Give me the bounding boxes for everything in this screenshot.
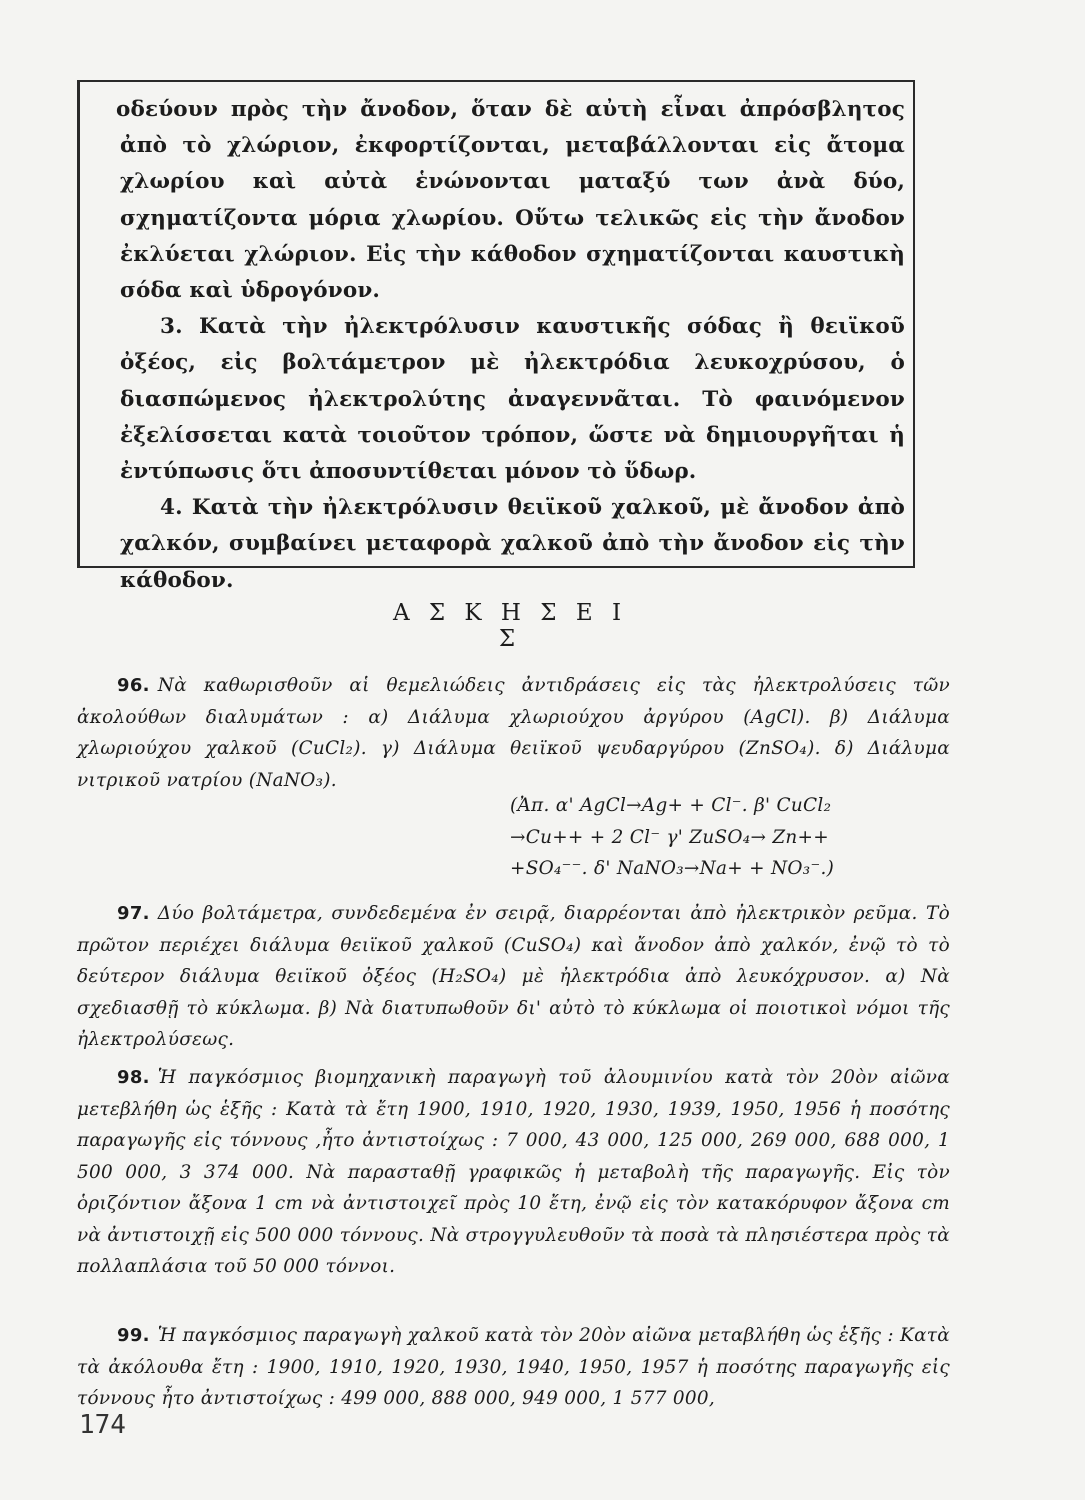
exercises-heading: Α Σ Κ Η Σ Ε Ι Σ [392,600,628,652]
exercise-98 [77,1062,950,1283]
exercise-text: Δύο βολτάμετρα, συνδεδεμένα ἐν σειρᾷ, διαρρέονται ἀπὸ ἠλεκτρικὸν ρεῦμα. Τὸ πρῶτον περιέχει διάλυμα θειϊκοῦ χαλκοῦ (CuSO₄) καὶ ἄνοδον ἀπὸ χαλκόν, ἐνῷ τὸ τὸ δεύτερον διάλυμα θειϊκοῦ ὀξέος (H₂SO₄) μὲ ἠλεκτρόδια ἀπὸ λευκόχρυσον. α) Νὰ σχεδιασθῇ τὸ κύκλωμα. β) Νὰ διατυπωθοῦν δι' αὐτὸ τὸ κύκλωμα οἱ ποιοτικοὶ νόμοι τῆς ἠλεκτρολύσεως. [77,903,950,1050]
exercise-text: Νὰ καθωρισθοῦν αἱ θεμελιώδεις ἀντιδράσεις εἰς τὰς ἠλεκτρολύσεις τῶν ἀκολούθων διαλυμάτων : α) Διάλυμα χλωριούχου ἀργύρου (AgCl). β) Διάλυμα χλωριούχου χαλκοῦ (CuCl₂). γ) Διάλυμα θειϊκοῦ ψευδαργύρου (ZnSO₄). δ) Διάλυμα νιτρικοῦ νατρίου (NaNO₃). [77,675,950,791]
page-number: 174 [79,1410,126,1440]
exercise-number: 97. [117,903,150,924]
exercise-text: Ἡ παγκόσμιος παραγωγὴ χαλκοῦ κατὰ τὸν 20ὸν αἰῶνα μεταβλήθη ὡς ἑξῆς : Κατὰ τὰ ἀκόλουθα ἔτη : 1900, 1910, 1920, 1930, 1940, 1950, 1957 ἡ ποσότης παραγωγῆς εἰς τόννους ἦτο ἀντιστοίχως : 499 000, 888 000, 949 000, 1 577 000, [77,1325,950,1409]
exercise-number: 96. [117,675,150,696]
exercise-number: 99. [117,1325,150,1346]
answer-line-2: →Cu++ + 2 Cl⁻ γ' ZuSO₄→ Zn++ [510,826,829,848]
exercise-99 [77,1320,950,1415]
boxed-summary [77,80,915,593]
exercise-96-answer [510,790,950,885]
exercise-97 [77,898,950,1056]
summary-item-4: 4. Κατὰ τὴν ἠλεκτρόλυσιν θειϊκοῦ χαλκοῦ, μὲ ἄνοδον ἀπὸ χαλκόν, συμβαίνει μεταφορὰ χαλκοῦ ἀπὸ τὴν ἄνοδον εἰς τὴν κάθοδον. [120,495,905,593]
answer-line-1: (Ἀπ. α' AgCl→Ag+ + Cl⁻. β' CuCl₂ [510,795,832,816]
exercise-number: 98. [117,1067,150,1088]
summary-item-3: 3. Κατὰ τὴν ἠλεκτρόλυσιν καυστικῆς σόδας ἢ θειϊκοῦ ὀξέος, εἰς βολτάμετρον μὲ ἠλεκτρόδια λευκοχρύσου, ὁ διασπώμενος ἠλεκτρολύτης ἀναγεννᾶται. Τὸ φαινόμενον ἐξελίσσεται κατὰ τοιοῦτον τρόπον, ὥστε νὰ δημιουργῆται ἡ ἐντύπωσις ὅτι ἀποσυντίθεται μόνον τὸ ὕδωρ. [120,314,905,485]
summary-paragraph-intro: οδεύουν πρὸς τὴν ἄνοδον, ὅταν δὲ αὐτὴ εἶναι ἀπρόσβλητος ἀπὸ τὸ χλώριον, ἐκφορτίζονται, μεταβάλλονται εἰς ἄτομα χλωρίου καὶ αὐτὰ ἑνώνονται ματαξύ των ἀνὰ δύο, σχηματίζοντα μόρια χλωρίου. Οὕτω τελικῶς εἰς τὴν ἄνοδον ἐκλύεται χλώριον. Εἰς τὴν κάθοδον σχηματίζονται καυστικὴ σόδα καὶ ὑδρογόνον. [116,97,905,304]
exercise-text: Ἡ παγκόσμιος βιομηχανικὴ παραγωγὴ τοῦ ἀλουμινίου κατὰ τὸν 20ὸν αἰῶνα μετεβλήθη ὡς ἑξῆς : Κατὰ τὰ ἔτη 1900, 1910, 1920, 1930, 1939, 1950, 1956 ἡ ποσότης παραγωγῆς εἰς τόννους ,ἦτο ἀντιστοίχως : 7 000, 43 000, 125 000, 269 000, 688 000, 1 500 000, 3 374 000. Νὰ παρασταθῇ γραφικῶς ἡ μεταβολὴ τῆς παραγωγῆς. Εἰς τὸν ὁριζόντιον ἄξονα 1 cm νὰ ἀντιστοιχεῖ πρὸς 10 ἔτη, ἐνῷ εἰς τὸν κατακόρυφον ἄξονα cm νὰ ἀντιστοιχῇ εἰς 500 000 τόννους. Νὰ στρογγυλευθοῦν τὰ ποσὰ τὰ πλησιέστερα πρὸς τὰ πολλαπλάσια τοῦ 50 000 τόννοι. [77,1067,950,1277]
answer-line-3: +SO₄⁻⁻. δ' NaNO₃→Na+ + NO₃⁻.) [510,858,835,879]
exercise-96 [77,670,950,796]
